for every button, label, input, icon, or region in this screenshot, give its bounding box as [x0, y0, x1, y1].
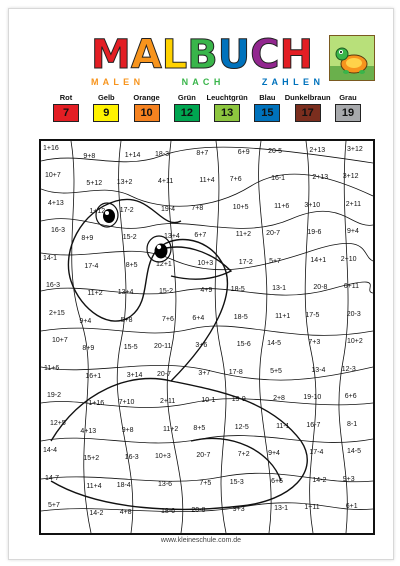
sum-label: 10+3: [197, 259, 214, 267]
sum-label: 8+5: [125, 261, 138, 269]
sum-label: 20-7: [196, 452, 211, 460]
sum-label: 14-5: [347, 448, 362, 456]
sum-label: 2+13: [309, 147, 326, 154]
subtitle-word: Z A H L E N: [261, 77, 321, 87]
sum-label: 8+7: [196, 150, 209, 157]
legend-item: [128, 93, 166, 127]
sum-label: 16-3: [46, 282, 61, 290]
sum-label: 11+2: [235, 231, 251, 239]
sum-label: 20-7: [157, 370, 172, 378]
sum-label: 19-4: [161, 205, 176, 213]
color-legend: [47, 93, 367, 127]
sum-label: 10+5: [232, 203, 249, 211]
sum-label: 15-5: [123, 344, 138, 352]
legend-color-swatch: 10: [134, 104, 160, 122]
sum-label: 1+12: [89, 207, 106, 215]
sum-label: 10-1: [201, 397, 216, 405]
legend-color-name: Gelb: [97, 93, 115, 102]
sum-label: 14-5: [267, 340, 282, 348]
sum-label: 18-3: [155, 151, 170, 158]
sum-label: 9+4: [268, 450, 280, 458]
sum-label: 2+15: [49, 309, 65, 317]
sum-label: 14-1: [43, 254, 58, 262]
sum-label: 14+1: [310, 256, 327, 264]
sum-label: 16-3: [51, 227, 66, 235]
sum-label: 9+8: [121, 426, 134, 434]
sum-label: 14-7: [45, 474, 60, 482]
sum-label: 11+6: [274, 202, 290, 210]
sum-label: 12+1: [156, 260, 172, 268]
sum-label: 16+1: [85, 372, 102, 380]
sum-label: 9+8: [83, 153, 96, 160]
sum-label: 9+3: [232, 506, 245, 514]
sum-label: 7+8: [191, 204, 204, 212]
sum-label: 1+11: [304, 504, 320, 512]
title-letter: M: [91, 32, 130, 78]
turtle-icon: [329, 35, 375, 81]
title-letter: B: [187, 32, 217, 78]
sum-label: 9+4: [347, 228, 359, 236]
sum-label: 3+6: [195, 342, 208, 350]
sum-label: 13+4: [117, 289, 134, 297]
title-letter: C: [250, 32, 279, 78]
sum-label: 4+13: [48, 199, 64, 207]
sum-label: 11+2: [163, 425, 179, 433]
sum-label: 3+12: [347, 146, 363, 153]
sum-label: 5+8: [120, 316, 133, 324]
title-letter: A: [130, 32, 161, 78]
sum-label: 20-11: [154, 343, 172, 351]
sum-label: 15-2: [159, 288, 174, 296]
sum-label: 17-2: [119, 206, 134, 214]
legend-color-swatch: 13: [214, 104, 240, 122]
legend-item: [87, 93, 125, 127]
color-by-number-picture: [39, 139, 375, 535]
sum-label: 14-4: [43, 447, 58, 455]
legend-color-name: Blau: [259, 93, 276, 102]
sum-label: 11+4: [86, 482, 102, 490]
title-letter: H: [279, 32, 313, 78]
sum-label: 10+7: [52, 337, 68, 345]
sum-label: 13+4: [164, 233, 180, 241]
sum-label: 16-3: [124, 454, 139, 462]
sum-label: 10+2: [347, 338, 363, 346]
legend-color-name: Grün: [177, 93, 196, 102]
sum-label: 6+11: [343, 283, 359, 291]
legend-item: [248, 93, 286, 127]
sum-label: 11+6: [44, 364, 60, 372]
sum-label: 11-1: [276, 422, 290, 430]
sum-label: 20-8: [313, 284, 328, 292]
sum-label: 20-3: [346, 310, 361, 318]
sum-label: 11+1: [275, 312, 291, 320]
sum-label: 6+9: [237, 149, 250, 156]
legend-item: [284, 93, 331, 127]
legend-color-swatch: 9: [93, 104, 119, 122]
sum-label: 4+8: [119, 509, 132, 517]
sum-label: 11+2: [87, 290, 103, 298]
page-title: [91, 31, 321, 78]
sum-label: 15-2: [122, 234, 137, 242]
sum-label: 18-4: [116, 481, 131, 489]
sum-label: 13-1: [272, 285, 287, 293]
sum-label: 7+3: [308, 339, 321, 347]
sum-label: 19-9: [231, 396, 246, 404]
sum-label: 11+4: [199, 177, 215, 185]
legend-color-name: Orange: [133, 93, 160, 102]
sum-label: 2+13: [312, 174, 329, 182]
legend-color-swatch: 15: [254, 104, 280, 122]
sum-label: 10+3: [155, 453, 171, 461]
sum-label: 18-5: [233, 313, 248, 321]
sum-label: 1+14: [124, 152, 141, 159]
sum-label: 20-8: [191, 507, 206, 515]
sum-label: 3+7: [198, 369, 211, 377]
sum-label: 18-6: [161, 508, 176, 516]
sum-label: 19-6: [307, 229, 322, 237]
sum-label: 3+12: [342, 173, 359, 181]
subtitle-word: M A L E N: [91, 77, 142, 87]
sum-label: 6+1: [345, 503, 358, 511]
sum-label: 10+7: [45, 172, 61, 180]
legend-item: [208, 93, 246, 127]
sum-label: 20-5: [268, 148, 283, 155]
legend-color-name: Rot: [59, 93, 73, 102]
sum-label: 14-2: [312, 476, 327, 484]
sum-label: 8+9: [81, 235, 94, 243]
title-letter: U: [217, 32, 250, 78]
sum-label: 13-6: [158, 480, 173, 488]
legend-color-name: Leuchtgrün: [206, 93, 248, 102]
sum-label: 16-7: [306, 421, 321, 429]
sum-label: 17-4: [309, 449, 324, 457]
sum-label: 13-4: [311, 366, 326, 374]
sum-label: 9+3: [342, 475, 355, 483]
sum-label: 18-5: [230, 286, 245, 294]
sum-label: 5+7: [269, 257, 281, 265]
sum-label: 16-1: [271, 175, 286, 183]
legend-color-swatch: 17: [295, 104, 321, 122]
legend-color-swatch: 19: [335, 104, 361, 122]
legend-color-name: Dunkelbraun: [284, 93, 331, 102]
sum-label: 8-1: [347, 420, 358, 428]
sum-label: 7+6: [162, 315, 174, 323]
sum-label: 14-2: [89, 510, 104, 518]
sum-label: 17-5: [305, 311, 320, 319]
sum-label: 4+9: [200, 287, 213, 295]
sum-label: 7+6: [229, 176, 242, 184]
sum-label: 6+4: [192, 314, 205, 322]
sum-label: 6+7: [194, 232, 207, 240]
subtitle-word: N A C H: [181, 77, 222, 87]
sum-label: 4+13: [80, 427, 97, 435]
title-letter: L: [161, 32, 187, 78]
sum-label: 1+16: [88, 400, 105, 408]
sum-label: 15-6: [236, 341, 251, 349]
sum-label: 7+5: [199, 479, 212, 487]
sum-label: 5+12: [86, 180, 103, 188]
sum-label: 20-7: [266, 230, 281, 238]
sum-label: 2+10: [340, 255, 357, 263]
sum-label: 13+2: [116, 179, 133, 187]
sum-label: 13-1: [274, 505, 289, 513]
sum-label: 9+4: [79, 317, 92, 325]
sum-label: 7+10: [118, 399, 135, 407]
sum-label: 4+11: [158, 178, 174, 186]
sum-label: 17-4: [84, 262, 99, 270]
sum-label: 5+5: [270, 367, 282, 375]
legend-item: [329, 93, 367, 127]
sum-label: 12-5: [234, 423, 249, 431]
sum-label: 2+8: [273, 395, 285, 403]
sum-label: 6+6: [271, 477, 283, 485]
sum-label: 2+11: [345, 200, 361, 208]
legend-item: [47, 93, 85, 127]
sum-label: 15-3: [229, 478, 244, 486]
sum-label: 6+6: [344, 393, 357, 401]
sum-label: 12+5: [50, 419, 66, 427]
legend-color-swatch: 12: [174, 104, 200, 122]
page-subtitle: [91, 77, 321, 91]
legend-item: [168, 93, 206, 127]
legend-color-name: Grau: [339, 93, 357, 102]
sum-label: 15+2: [83, 455, 100, 463]
coloring-sheet: [8, 8, 394, 560]
sum-label: 17-8: [228, 368, 243, 376]
sum-label: 12-3: [341, 365, 356, 373]
header: [9, 31, 393, 91]
sum-label: 3+14: [126, 371, 143, 379]
sum-label: 3+10: [304, 201, 321, 209]
website-footer[interactable]: www.kleineschule.com.de: [160, 537, 242, 544]
legend-color-swatch: 7: [53, 104, 79, 122]
sum-label: 19-2: [47, 392, 62, 400]
sum-label: 17-2: [238, 258, 253, 266]
sum-label: 1+16: [43, 145, 59, 152]
sum-label: 8+9: [82, 345, 95, 353]
sum-label: 19-10: [303, 394, 322, 402]
sum-label: 2+11: [160, 398, 176, 406]
sum-label: 5+7: [48, 502, 60, 510]
sum-label: 8+5: [193, 424, 206, 432]
line-art: [41, 141, 373, 533]
sum-label: 7+2: [237, 451, 250, 459]
